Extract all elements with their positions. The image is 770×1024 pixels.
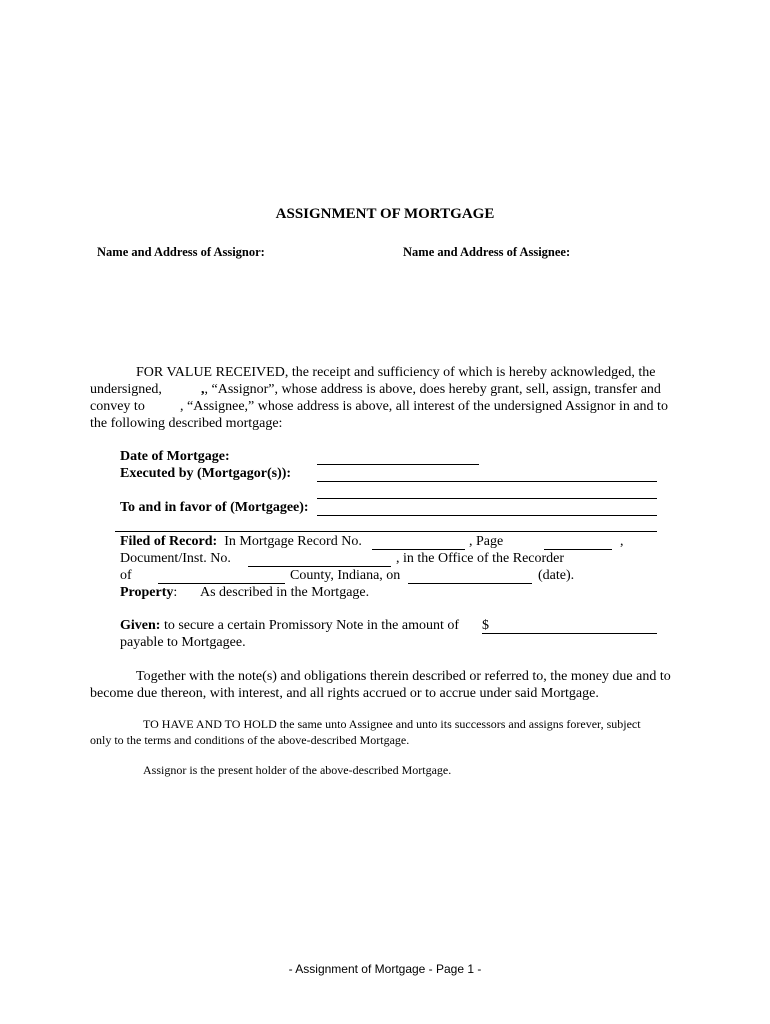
intro-line-3-start: convey to	[90, 399, 145, 414]
intro-line-2-start: undersigned,	[90, 382, 162, 397]
date-of-mortgage-label: Date of Mortgage:	[120, 449, 230, 464]
mortgagor-field-1[interactable]	[317, 481, 657, 482]
together-line-2: become due thereon, with interest, and all rights accrued or to accrue under said Mortgage.	[90, 686, 599, 701]
filed-of-record-line: Filed of Record: In Mortgage Record No.	[120, 534, 362, 549]
page-label: , Page	[469, 534, 504, 549]
intro-line-4: the following described mortgage:	[90, 416, 283, 431]
assignor-header: Name and Address of Assignor:	[97, 245, 265, 259]
recording-date-field[interactable]	[408, 583, 532, 584]
dollar-sign: $	[482, 618, 489, 633]
to-have-line-1: TO HAVE AND TO HOLD the same unto Assignee and unto its successors and assigns forever, subject	[143, 717, 641, 731]
amount-field[interactable]	[482, 633, 657, 634]
intro-line-3-end: , “Assignee,” whose address is above, all interest of the undersigned Assignor in and to	[180, 399, 668, 414]
document-title: ASSIGNMENT OF MORTGAGE	[275, 206, 495, 222]
office-of-recorder-text: , in the Office of the Recorder	[396, 551, 565, 566]
payable-text: payable to Mortgagee.	[120, 635, 246, 650]
page-comma: ,	[620, 534, 624, 549]
of-label: of	[120, 568, 132, 583]
in-favor-of-label: To and in favor of (Mortgagee):	[120, 500, 309, 515]
property-text: As described in the Mortgage.	[200, 585, 370, 600]
mortgagee-field-2[interactable]	[115, 531, 657, 532]
page-footer: - Assignment of Mortgage - Page 1 -	[288, 962, 482, 976]
intro-line-2-end: ,, “Assignor”, whose address is above, does hereby grant, sell, assign, transfer and	[201, 382, 661, 397]
county-indiana-text: County, Indiana, on	[290, 568, 401, 583]
assignee-header: Name and Address of Assignee:	[403, 245, 571, 259]
intro-line-1: FOR VALUE RECEIVED, the receipt and sufficiency of which is hereby acknowledged, the	[136, 365, 656, 380]
date-of-mortgage-field[interactable]	[317, 464, 479, 465]
date-suffix: (date).	[538, 568, 575, 583]
together-line-1: Together with the note(s) and obligations therein described or referred to, the money due and to	[136, 669, 671, 684]
doc-inst-label: Document/Inst. No.	[120, 551, 231, 566]
property-line: Property:	[120, 585, 178, 600]
executed-by-label: Executed by (Mortgagor(s)):	[120, 466, 292, 481]
holder-statement: Assignor is the present holder of the above-described Mortgage.	[143, 763, 452, 777]
mortgagee-field-1[interactable]	[317, 515, 657, 516]
mortgagor-field-2[interactable]	[317, 498, 657, 499]
to-have-line-2: only to the terms and conditions of the above-described Mortgage.	[90, 733, 410, 747]
given-line: Given: to secure a certain Promissory Note in the amount of	[120, 618, 460, 633]
